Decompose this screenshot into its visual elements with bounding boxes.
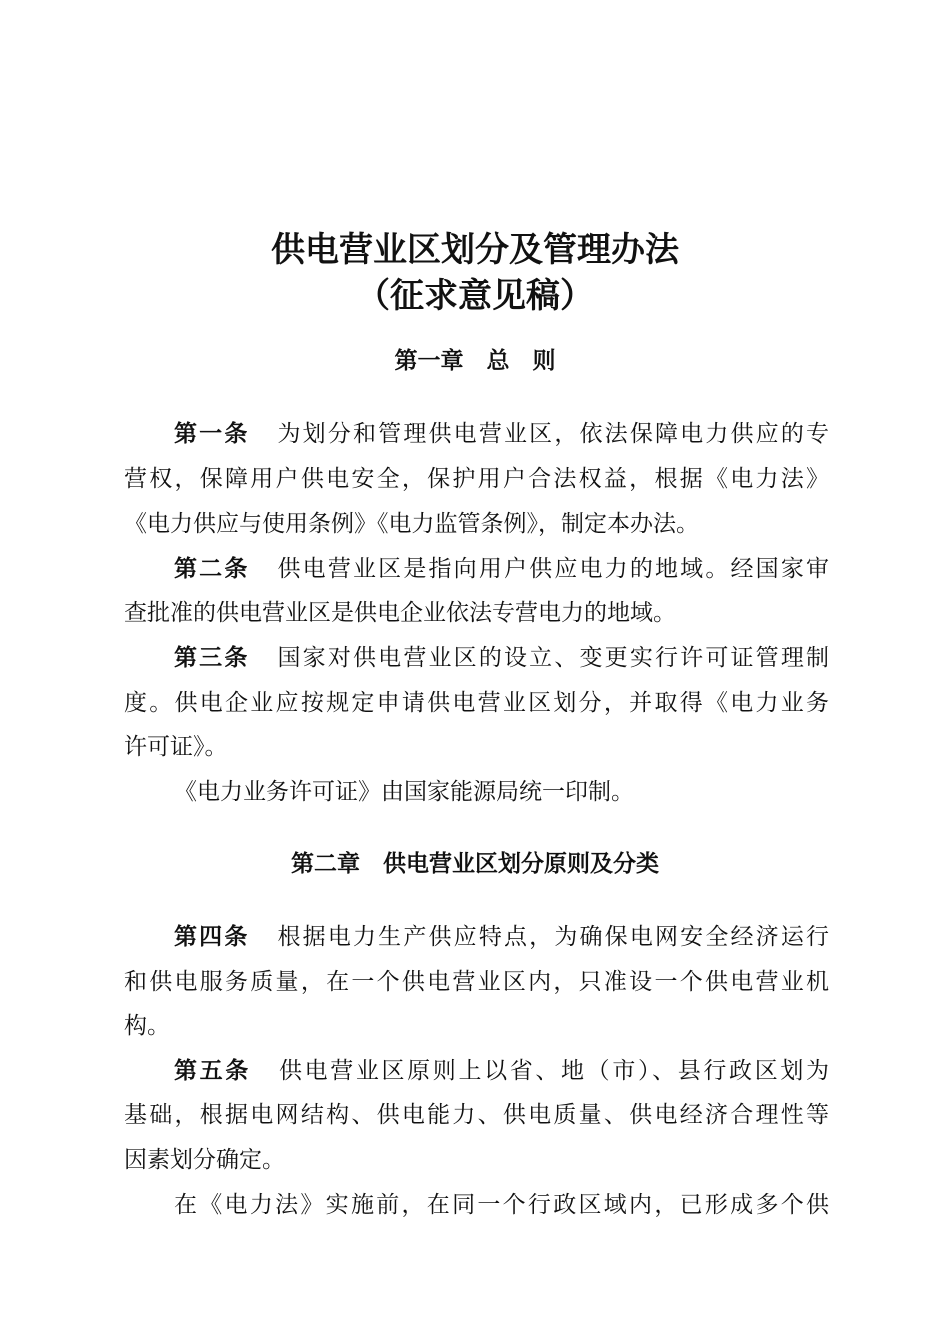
article-3-line-3: 许可证》。 — [124, 734, 228, 760]
closing-paragraph: 在《电力法》实施前，在同一个行政区域内，已形成多个供 — [174, 1192, 829, 1218]
article-4-line-1 — [174, 921, 829, 953]
article-1-line-1 — [174, 418, 829, 450]
article-2-text: 供电营业区是指向用户供应电力的地域。经国家审 — [277, 556, 829, 582]
article-5-line-2: 基础，根据电网结构、供电能力、供电质量、供电经济合理性等 — [124, 1102, 829, 1128]
article-3-text: 国家对供电营业区的设立、变更实行许可证管理制 — [277, 645, 829, 671]
article-1-text: 为划分和管理供电营业区，依法保障电力供应的专 — [277, 421, 829, 447]
article-5-label: 第五条 — [174, 1058, 251, 1084]
article-2-label: 第二条 — [174, 556, 250, 582]
article-4-line-2: 和供电服务质量，在一个供电营业区内，只准设一个供电营业机 — [124, 969, 829, 995]
article-5-line-1 — [174, 1055, 829, 1087]
article-4-line-3: 构。 — [124, 1013, 170, 1039]
article-4-text: 根据电力生产供应特点，为确保电网安全经济运行 — [277, 924, 829, 950]
article-3-line-2: 度。供电企业应按规定申请供电营业区划分，并取得《电力业务 — [124, 690, 829, 716]
article-3-label: 第三条 — [174, 645, 250, 671]
article-3-line-1 — [174, 642, 829, 674]
article-5-line-3: 因素划分确定。 — [124, 1147, 285, 1173]
article-5-text: 供电营业区原则上以省、地（市）、县行政区划为 — [278, 1058, 829, 1084]
article-1-label: 第一条 — [174, 421, 250, 447]
article-1-line-3: 《电力供应与使用条例》《电力监管条例》，制定本办法。 — [124, 511, 699, 537]
article-2-line-1 — [174, 553, 829, 585]
document-title: 供电营业区划分及管理办法 — [271, 230, 679, 270]
article-4-label: 第四条 — [174, 924, 250, 950]
document-subtitle: （征求意见稿） — [356, 276, 594, 316]
chapter-heading-2: 第二章 供电营业区划分原则及分类 — [291, 851, 659, 877]
license-paragraph: 《电力业务许可证》由国家能源局统一印制。 — [174, 779, 634, 805]
article-1-line-2: 营权，保障用户供电安全，保护用户合法权益，根据《电力法》 — [124, 466, 829, 492]
article-2-line-2: 查批准的供电营业区是供电企业依法专营电力的地域。 — [124, 600, 676, 626]
chapter-heading-1: 第一章 总 则 — [394, 348, 556, 374]
